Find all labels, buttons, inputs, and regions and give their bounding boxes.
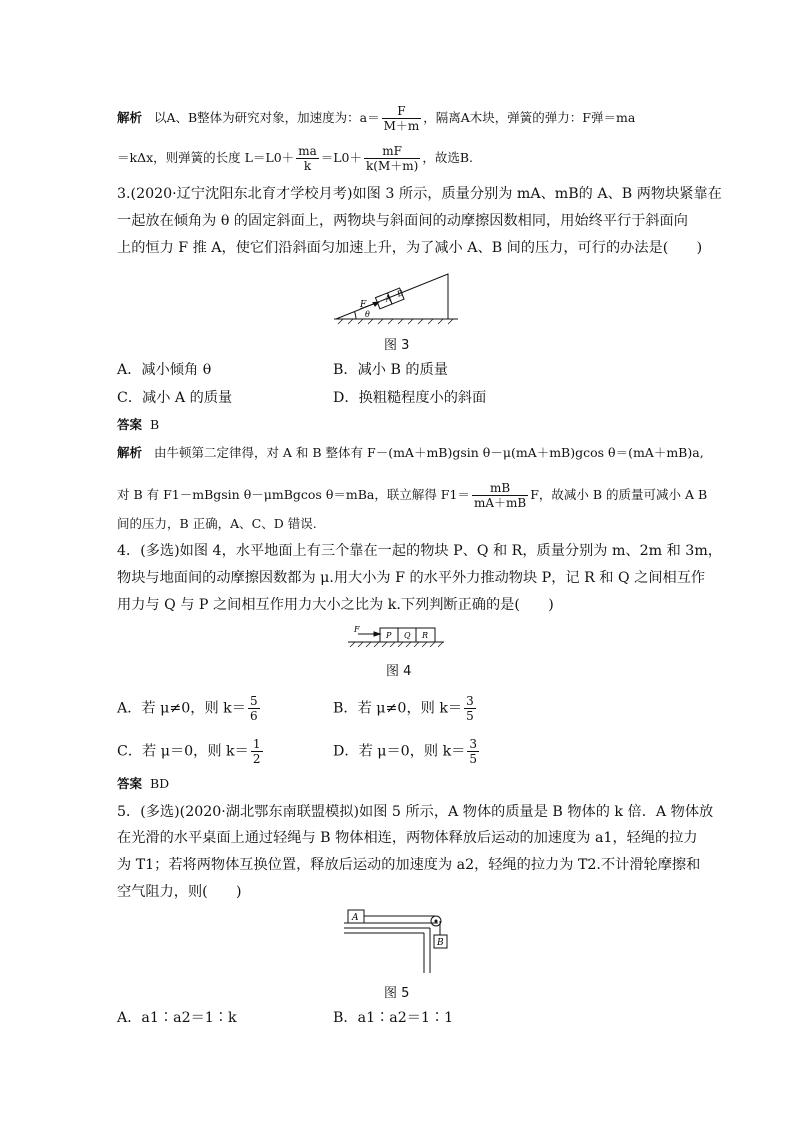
fraction-numerator: ma bbox=[298, 144, 317, 158]
q4-option-c bbox=[117, 737, 265, 766]
q3-line-2: 一起放在倾角为 θ 的固定斜面上，两物块与斜面间的动摩擦因数相同，用始终平行于斜面向 bbox=[117, 213, 688, 229]
fraction-numerator: mB bbox=[489, 481, 511, 495]
q3-option-a: A．减小倾角 θ bbox=[117, 362, 212, 378]
option-text: A．若 μ≠0，则 k＝ bbox=[117, 700, 246, 717]
solution-text-2b: ＝L0＋ bbox=[320, 150, 362, 165]
figure-3-caption: 图 3 bbox=[384, 338, 410, 353]
fig5-a-label: A bbox=[352, 913, 359, 923]
fraction-numerator: 5 bbox=[249, 694, 258, 708]
fig5-b-label: B bbox=[437, 938, 444, 948]
q4-option-b bbox=[333, 694, 478, 723]
q3-solution-line-2 bbox=[117, 481, 707, 510]
fig3-f-label: F bbox=[360, 300, 367, 310]
q3-option-c: C．减小 A 的质量 bbox=[117, 390, 233, 406]
answer-label: 答案 bbox=[117, 417, 143, 432]
fraction-denominator: 5 bbox=[469, 752, 478, 766]
figure-4-caption: 图 4 bbox=[386, 664, 412, 679]
q4-option-a bbox=[117, 694, 262, 723]
fraction-denominator: M＋m bbox=[383, 119, 420, 133]
fraction-numerator: mF bbox=[382, 144, 403, 158]
q3-option-b: B．减小 B 的质量 bbox=[333, 362, 448, 378]
fraction-denominator: 5 bbox=[466, 709, 474, 723]
q4-option-d bbox=[333, 737, 481, 766]
fig3-a-label: A bbox=[383, 293, 393, 304]
fraction-numerator: 3 bbox=[469, 737, 478, 751]
q4-line-2: 物块与地面间的动摩擦因数都为 μ.用大小为 F 的水平外力推动物块 P，记 R 和 Q 之间相互作 bbox=[117, 570, 706, 586]
fraction-mf bbox=[364, 144, 420, 173]
fig3-b-label: B bbox=[395, 288, 405, 299]
figure-5-pulley bbox=[340, 905, 455, 975]
fraction-denominator: 2 bbox=[252, 752, 261, 766]
solution-text-1a: 以A、B整体为研究对象，加速度为：a＝ bbox=[153, 110, 380, 125]
q3-solution-text-2b: F，故减小 B 的质量可减小 A B bbox=[530, 487, 708, 502]
q3-solution-text-2a: 对 B 有 F1－mBgsin θ－μmBgcos θ＝mBa，联立解得 F1＝ bbox=[117, 487, 470, 502]
fraction-numerator: F bbox=[397, 104, 406, 118]
answer-value: BD bbox=[149, 776, 170, 791]
option-text: D．若 μ＝0，则 k＝ bbox=[333, 743, 466, 760]
answer-label: 答案 bbox=[117, 776, 143, 791]
q3-solution-line-3: 间的压力，B 正确，A、C、D 错误. bbox=[117, 516, 317, 531]
fraction-ma-k bbox=[296, 144, 319, 173]
q3-line-3: 上的恒力 F 推 A，使它们沿斜面匀加速上升，为了减小 A、B 间的压力，可行的办法是( ) bbox=[117, 240, 703, 256]
figure-4-blocks bbox=[346, 622, 446, 650]
solution-label: 解析 bbox=[117, 445, 143, 460]
q3-solution-text-1: 由牛顿第二定律得，对 A 和 B 整体有 F－(mA＋mB)gsin θ－μ(mA＋mB)gcos θ＝(mA＋mB)a, bbox=[153, 445, 704, 460]
fig4-p-label: P bbox=[386, 631, 392, 640]
q5-line-3: 为 T1；若将两物体互换位置，释放后运动的加速度为 a2，轻绳的拉力为 T2.不计滑轮摩擦和 bbox=[117, 857, 701, 873]
fig4-f-label: F bbox=[354, 625, 360, 634]
fig4-r-label: R bbox=[422, 631, 429, 640]
q5-option-b: B．a1∶a2＝1∶1 bbox=[333, 1010, 454, 1026]
figure-3-incline bbox=[330, 268, 460, 326]
fraction-denominator: k bbox=[296, 158, 319, 173]
q4-line-3: 用力与 Q 与 P 之间相互作用力大小之比为 k.下列判断正确的是( ) bbox=[117, 597, 554, 613]
q5-line-1: 5．(多选)(2020·湖北鄂东南联盟模拟)如图 5 所示，A 物体的质量是 B 物体的 k 倍．A 物体放 bbox=[117, 804, 714, 820]
q3-answer bbox=[117, 416, 159, 434]
option-fraction bbox=[467, 737, 479, 766]
option-text: C．若 μ＝0，则 k＝ bbox=[117, 743, 249, 760]
fraction-force-ratio bbox=[472, 481, 528, 510]
answer-value: B bbox=[149, 417, 160, 432]
fig4-q-label: Q bbox=[404, 631, 411, 640]
solution-text-2a: ＝kΔx，则弹簧的长度 L＝L0＋ bbox=[117, 150, 295, 165]
option-fraction bbox=[464, 694, 476, 723]
fraction-denominator: mA＋mB bbox=[473, 496, 527, 510]
option-fraction bbox=[248, 694, 260, 723]
solution-text-2c: ，故选B. bbox=[422, 150, 473, 165]
option-fraction bbox=[251, 737, 263, 766]
solution-text-1b: ，隔离A木块，弹簧的弹力：F弹＝ma bbox=[423, 110, 636, 125]
fraction-acceleration bbox=[382, 104, 422, 133]
q5-line-4: 空气阻力，则( ) bbox=[117, 884, 242, 900]
q3-line-1: 3.(2020·辽宁沈阳东北育才学校月考)如图 3 所示，质量分别为 mA、mB的 A、B 两物块紧靠在 bbox=[117, 186, 722, 202]
solution-line-1 bbox=[117, 104, 635, 133]
q5-line-2: 在光滑的水平桌面上通过轻绳与 B 物体相连，两物体释放后运动的加速度为 a1，轻绳的拉力 bbox=[117, 830, 698, 846]
fraction-denominator: k(M＋m) bbox=[366, 159, 419, 173]
figure-5-caption: 图 5 bbox=[384, 986, 410, 1001]
q4-line-1: 4．(多选)如图 4，水平地面上有三个靠在一起的物块 P、Q 和 R，质量分别为 m、2m 和 3m， bbox=[117, 543, 722, 559]
fraction-numerator: 3 bbox=[466, 694, 474, 708]
fig3-theta-label: θ bbox=[365, 310, 370, 319]
q3-solution-line-1 bbox=[117, 444, 704, 462]
fraction-numerator: 1 bbox=[252, 737, 261, 751]
q5-option-a: A．a1∶a2＝1∶k bbox=[117, 1010, 237, 1026]
fraction-denominator: 6 bbox=[249, 709, 258, 723]
solution-line-2 bbox=[117, 144, 473, 173]
q3-option-d: D．换粗糙程度小的斜面 bbox=[333, 390, 487, 406]
q4-answer bbox=[117, 775, 169, 793]
option-text: B．若 μ≠0，则 k＝ bbox=[333, 700, 463, 717]
solution-label: 解析 bbox=[117, 110, 143, 125]
